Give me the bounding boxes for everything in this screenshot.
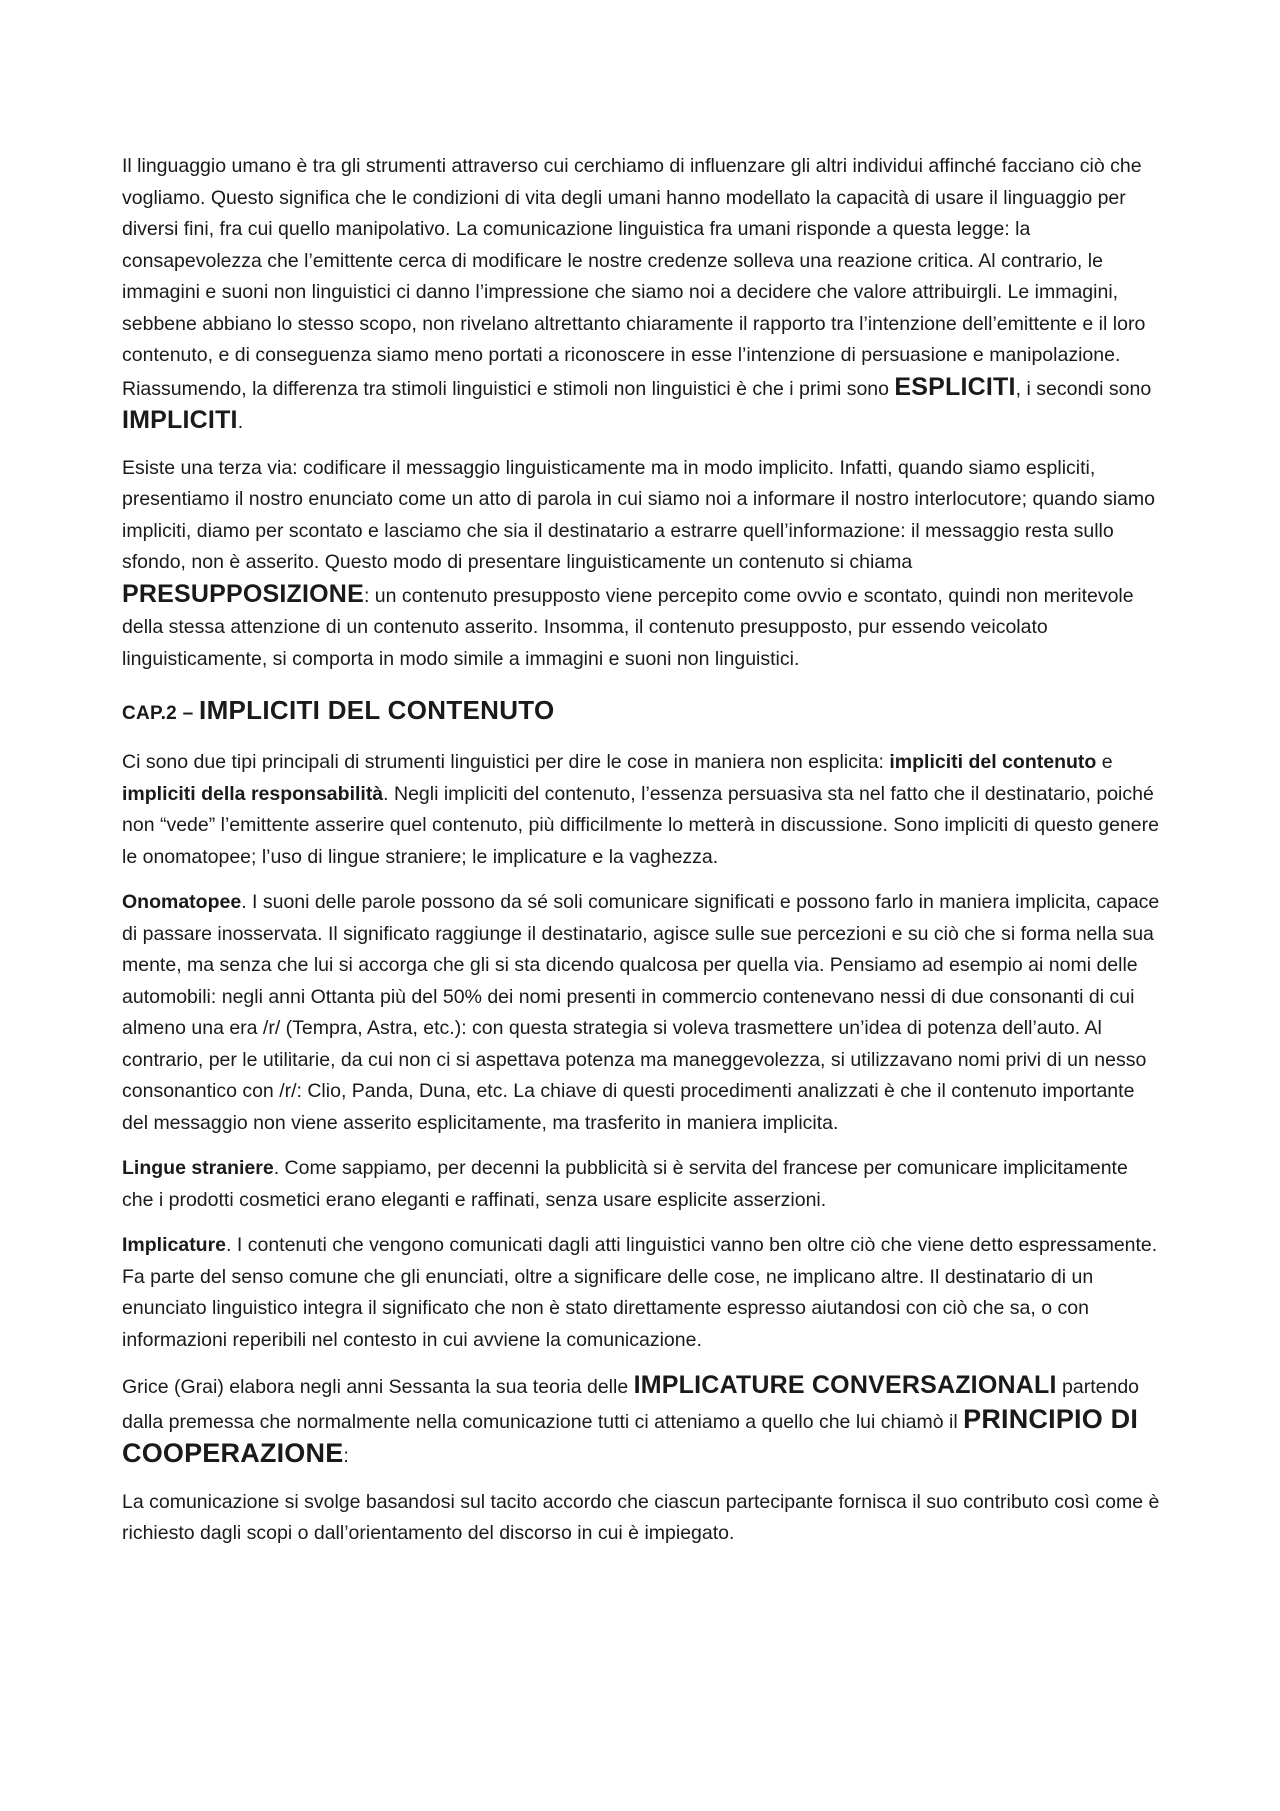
paragraph-onomatopee	[122, 887, 1164, 1139]
chapter-number: CAP.2 –	[122, 703, 200, 724]
paragraph-lingue-straniere	[122, 1153, 1164, 1216]
paragraph-tipi-a: Ci sono due tipi principali di strumenti linguistici per dire le cose in maniera non esplicita:	[122, 751, 890, 773]
paragraph-intro	[122, 151, 1164, 439]
paragraph-onomatopee-text: . I suoni delle parole possono da sé soli comunicare significati e possono farlo in maniera implicita, capace di passare inosservata. Il significato raggiunge il destinatario, agisce sulle sue percezioni e su ciò che si forma nella sua mente, ma senza che lui si accorga che gli si sta dicendo qualcosa per quella via. Pensiamo ad esempio ai nomi delle automobili: negli anni Ottanta più del 50% dei nomi presenti in commercio contenevano nessi di due consonanti di cui almeno una era /r/ (Tempra, Astra, etc.): con questa strategia si voleva trasmettere un’idea di potenza dell’auto. Al contrario, per le utilitarie, da cui non ci si aspettava potenza ma maneggevolezza, si utilizzavano nomi privi di un nesso consonantico con /r/: Clio, Panda, Duna, etc. La chiave di questi procedimenti analizzati è che il contenuto importante del messaggio non viene asserito esplicitamente, ma trasferito in maniera implicita.	[122, 891, 1160, 1134]
paragraph-comunicazione	[122, 1487, 1164, 1550]
term-impliciti-contenuto: impliciti del contenuto	[889, 751, 1097, 773]
paragraph-presupposizione-rest: : un contenuto presupposto viene percepito come ovvio e scontato, quindi non meritevole della stessa attenzione di un contenuto asserito. Insomma, il contenuto presupposto, pur essendo veicolato linguisticamente, si comporta in modo simile a immagini e suoni non linguistici.	[122, 584, 1134, 670]
paragraph-grice-c: :	[343, 1445, 349, 1467]
term-impliciti: IMPLICITI	[122, 406, 238, 434]
term-implicature-conversazionali: IMPLICATURE CONVERSAZIONALI	[633, 1371, 1057, 1399]
paragraph-grice	[122, 1370, 1164, 1473]
paragraph-tipi	[122, 747, 1164, 873]
label-implicature: Implicature	[122, 1234, 227, 1256]
term-espliciti: ESPLICITI	[894, 372, 1016, 401]
paragraph-implicature-text: . I contenuti che vengono comunicati dagli atti linguistici vanno ben oltre ciò che viene detto espressamente. Fa parte del senso comune che gli enunciati, oltre a significare delle cose, ne implicano altre. Il destinatario di un enunciato linguistico integra il significato che non è stato direttamente espresso aiutandosi con ciò che sa, o con informazioni reperibili nel contesto in cui avviene la comunicazione.	[122, 1234, 1158, 1351]
paragraph-implicature	[122, 1230, 1164, 1356]
paragraph-comunicazione-text: La comunicazione si svolge basandosi sul tacito accordo che ciascun partecipante fornisca il suo contributo così come è richiesto dagli scopi o dall’orientamento del discorso in cui è impiegato.	[122, 1490, 1160, 1544]
paragraph-tipi-c: e	[1096, 751, 1113, 773]
paragraph-grice-b: partendo dalla premessa che normalmente nella comunicazione tutti ci atteniamo a quello che lui chiamò il	[122, 1376, 1140, 1433]
label-onomatopee: Onomatopee	[122, 891, 242, 913]
term-impliciti-responsabilita: impliciti della responsabilità	[122, 782, 384, 805]
term-presupposizione: PRESUPPOSIZIONE	[122, 579, 364, 608]
paragraph-lingue-straniere-text: . Come sappiamo, per decenni la pubblicità si è servita del francese per comunicare implicitamente che i prodotti cosmetici erano eleganti e raffinati, senza usare esplicite asserzioni.	[122, 1157, 1128, 1211]
paragraph-intro-text: Il linguaggio umano è tra gli strumenti attraverso cui cerchiamo di influenzare gli altri individui affinché facciano ciò che vogliamo. Questo significa che le condizioni di vita degli umani hanno modellato la capacità di usare il linguaggio per diversi fini, fra cui quello manipolativo. La comunicazione linguistica fra umani risponde a questa legge: la consapevolezza che l’emittente cerca di modificare le nostre credenze solleva una reazione critica. Al contrario, le immagini e suoni non linguistici ci danno l’impressione che siamo noi a decidere che valore attribuirgli. Le immagini, sebbene abbiano lo stesso scopo, non rivelano altrettanto chiaramente il rapporto tra l’intenzione dell’emittente e il loro contenuto, e di conseguenza siamo meno portati a riconoscere in esse l’intenzione di persuasione e manipolazione. Riassumendo, la differenza tra stimoli linguistici e stimoli non linguistici è che i primi sono	[122, 155, 1146, 400]
paragraph-intro-mid: , i secondi sono	[1015, 377, 1152, 400]
label-lingue-straniere: Lingue straniere	[122, 1157, 274, 1179]
paragraph-intro-end: .	[237, 411, 244, 433]
chapter-title: IMPLICITI DEL CONTENUTO	[199, 695, 555, 725]
term-principio-cooperazione: PRINCIPIO DI COOPERAZIONE	[122, 1403, 1139, 1468]
chapter-heading	[122, 693, 1164, 731]
paragraph-presupposizione-text: Esiste una terza via: codificare il messaggio linguisticamente ma in modo implicito. Infatti, quando siamo espliciti, presentiamo il nostro enunciato come un atto di parola in cui siamo noi a informare il nostro interlocutore; quando siamo impliciti, diamo per scontato e lasciamo che sia il destinatario a estrarre quell’informazione: il messaggio resta sullo sfondo, non è asserito. Questo modo di presentare linguisticamente un contenuto si chiama	[122, 456, 1155, 573]
paragraph-grice-a: Grice (Grai) elabora negli anni Sessanta la sua teoria delle	[122, 1376, 634, 1398]
paragraph-presupposizione	[122, 453, 1164, 676]
paragraph-tipi-d: . Negli impliciti del contenuto, l’essenza persuasiva sta nel fatto che il destinatario, poiché non “vede” l’emittente asserire quel contenuto, più difficilmente lo metterà in discussione. Sono impliciti di questo genere le onomatopee; l’uso di lingue straniere; le implicature e la vaghezza.	[122, 782, 1159, 868]
